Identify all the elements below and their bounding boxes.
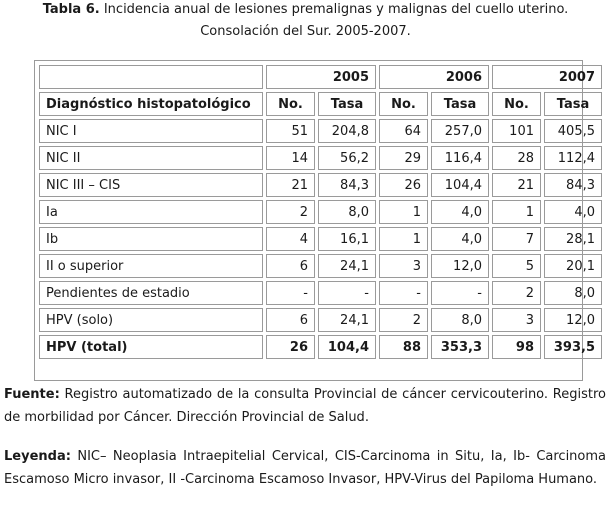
cell-tasa: 12,0 xyxy=(544,308,602,332)
cell-tasa: 8,0 xyxy=(318,200,376,224)
row-label: NIC I xyxy=(39,119,263,143)
table-row xyxy=(39,227,602,251)
cell-no: 26 xyxy=(266,335,315,359)
cell-no: 6 xyxy=(266,308,315,332)
cell-no: 2 xyxy=(492,281,541,305)
diagnosis-header: Diagnóstico histopatológico xyxy=(39,92,263,116)
cell-no: 98 xyxy=(492,335,541,359)
cell-tasa: 353,3 xyxy=(431,335,489,359)
column-header-row xyxy=(39,92,602,116)
no-header: No. xyxy=(379,92,428,116)
cell-tasa: 204,8 xyxy=(318,119,376,143)
total-row xyxy=(39,335,602,359)
table-label: Tabla 6. xyxy=(42,2,100,17)
source-text: Registro automatizado de la consulta Provincial de cáncer cervicouterino. Registro de morbilidad por Cáncer. Dirección Provincial de Salud. xyxy=(4,387,606,425)
cell-tasa: 24,1 xyxy=(318,254,376,278)
year-header: 2005 xyxy=(266,65,376,89)
cell-no: 21 xyxy=(266,173,315,197)
cell-no: - xyxy=(266,281,315,305)
cell-no: 3 xyxy=(492,308,541,332)
cell-tasa: 257,0 xyxy=(431,119,489,143)
cell-no: 1 xyxy=(379,200,428,224)
cell-tasa: 4,0 xyxy=(431,227,489,251)
cell-no: 29 xyxy=(379,146,428,170)
year-header-row xyxy=(39,65,602,89)
source-label: Fuente: xyxy=(4,387,60,402)
cell-no: 64 xyxy=(379,119,428,143)
table-row xyxy=(39,200,602,224)
cell-no: 51 xyxy=(266,119,315,143)
row-label: Pendientes de estadio xyxy=(39,281,263,305)
cell-tasa: 16,1 xyxy=(318,227,376,251)
table-title: Incidencia anual de lesiones premalignas y malignas del cuello uterino. xyxy=(103,2,569,17)
cell-tasa: 4,0 xyxy=(544,200,602,224)
legend-text: NIC– Neoplasia Intraepitelial Cervical, CIS-Carcinoma in Situ, Ia, Ib- Carcinoma Escamoso Micro invasor, II -Carcinoma Escamoso Invasor, HPV-Virus del Papiloma Humano. xyxy=(4,449,607,487)
cell-tasa: 4,0 xyxy=(431,200,489,224)
source-note xyxy=(4,383,606,429)
year-header: 2006 xyxy=(379,65,489,89)
cell-no: 1 xyxy=(379,227,428,251)
cell-no: 2 xyxy=(266,200,315,224)
table-row xyxy=(39,281,602,305)
cell-no: 21 xyxy=(492,173,541,197)
cell-no: 101 xyxy=(492,119,541,143)
cell-no: 88 xyxy=(379,335,428,359)
table-caption xyxy=(0,1,611,19)
cell-tasa: 8,0 xyxy=(544,281,602,305)
legend-label: Leyenda: xyxy=(4,449,71,464)
cell-tasa: 104,4 xyxy=(431,173,489,197)
cell-tasa: 84,3 xyxy=(318,173,376,197)
cell-tasa: 116,4 xyxy=(431,146,489,170)
cell-no: - xyxy=(379,281,428,305)
cell-tasa: 20,1 xyxy=(544,254,602,278)
no-header: No. xyxy=(492,92,541,116)
cell-no: 3 xyxy=(379,254,428,278)
cell-no: 6 xyxy=(266,254,315,278)
cell-tasa: 28,1 xyxy=(544,227,602,251)
cell-tasa: 84,3 xyxy=(544,173,602,197)
cell-tasa: - xyxy=(318,281,376,305)
no-header: No. xyxy=(266,92,315,116)
row-label: NIC III – CIS xyxy=(39,173,263,197)
table-row xyxy=(39,119,602,143)
cell-tasa: 104,4 xyxy=(318,335,376,359)
cell-no: 26 xyxy=(379,173,428,197)
row-label: Ib xyxy=(39,227,263,251)
cell-no: 14 xyxy=(266,146,315,170)
table-row xyxy=(39,254,602,278)
legend-note xyxy=(4,445,606,491)
cell-tasa: 405,5 xyxy=(544,119,602,143)
tasa-header: Tasa xyxy=(431,92,489,116)
cell-tasa: - xyxy=(431,281,489,305)
year-header: 2007 xyxy=(492,65,602,89)
table-row xyxy=(39,173,602,197)
row-label: HPV (solo) xyxy=(39,308,263,332)
row-label: II o superior xyxy=(39,254,263,278)
cell-no: 2 xyxy=(379,308,428,332)
table-row xyxy=(39,308,602,332)
tasa-header: Tasa xyxy=(544,92,602,116)
row-label: Ia xyxy=(39,200,263,224)
cell-no: 1 xyxy=(492,200,541,224)
tasa-header: Tasa xyxy=(318,92,376,116)
incidence-table xyxy=(36,62,605,362)
cell-tasa: 24,1 xyxy=(318,308,376,332)
total-label: HPV (total) xyxy=(39,335,263,359)
table-subtitle: Consolación del Sur. 2005-2007. xyxy=(200,24,411,39)
cell-no: 4 xyxy=(266,227,315,251)
cell-no: 28 xyxy=(492,146,541,170)
cell-tasa: 8,0 xyxy=(431,308,489,332)
cell-tasa: 393,5 xyxy=(544,335,602,359)
cell-tasa: 12,0 xyxy=(431,254,489,278)
row-label: NIC II xyxy=(39,146,263,170)
cell-tasa: 112,4 xyxy=(544,146,602,170)
table-row xyxy=(39,146,602,170)
cell-no: 7 xyxy=(492,227,541,251)
cell-no: 5 xyxy=(492,254,541,278)
empty-corner-cell xyxy=(39,65,263,89)
cell-tasa: 56,2 xyxy=(318,146,376,170)
